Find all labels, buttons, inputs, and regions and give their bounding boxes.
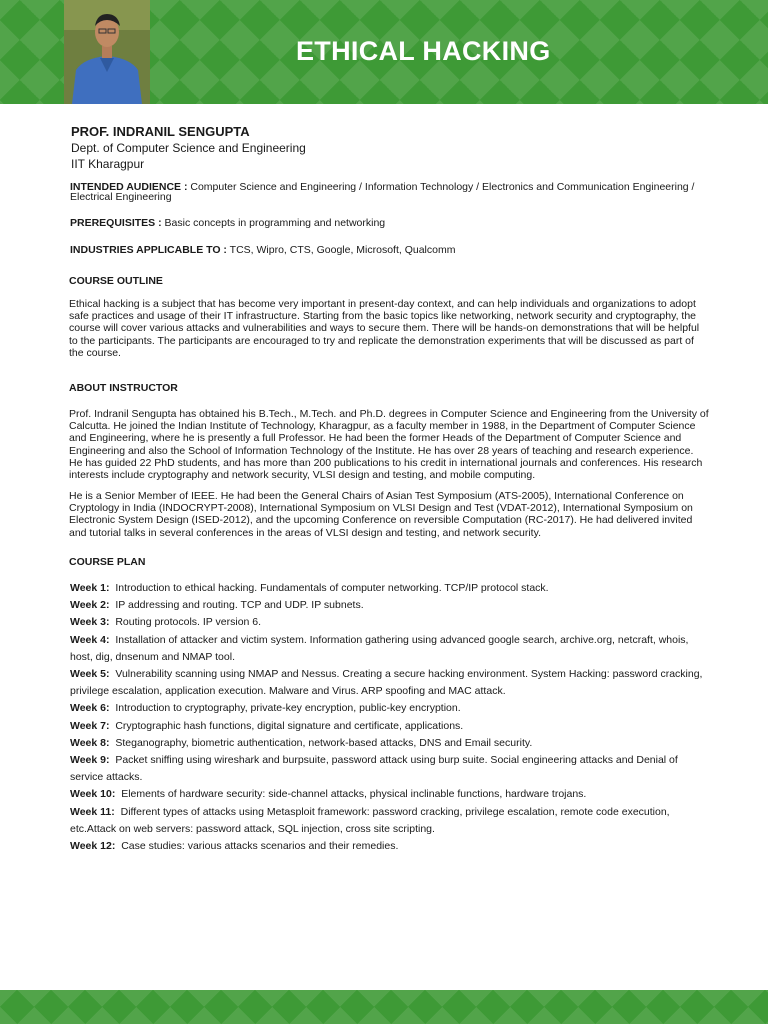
instructor-department: Dept. of Computer Science and Engineering bbox=[71, 141, 306, 155]
week-item bbox=[70, 838, 710, 855]
about-instructor-paragraph-2: He is a Senior Member of IEEE. He had been the General Chairs of Asian Test Symposium (ATS-2005), International Conference on Cryptology in India (INDOCRYPT-2008), International Symposium on VLSI Design and Test (VDAT-2012), International Symposium on Electronic System Design (ISED-2012), and the upcoming Conference on reversible Computation (RC-2017). He had delivered invited and tutorial talks in several conferences in the areas of VLSI design and testing, and network security. bbox=[69, 490, 693, 539]
week-text: Cryptographic hash functions, digital signature and certificate, applications. bbox=[115, 719, 464, 732]
week-text: Introduction to cryptography, private-key encryption, public-key encryption. bbox=[115, 702, 461, 715]
week-label: Week 3: bbox=[70, 616, 110, 629]
week-item bbox=[70, 718, 710, 735]
course-outline-text: Ethical hacking is a subject that has become very important in present-day context, and can help individuals and organizations to adopt safe practices and usage of their IT infrastructure. Starting from the basic topics like networking, network security and cryptography, the course will cover various attacks and vulnerabilities and ways to secure them. There will be hands-on demonstrations that will be helpful to the participants. The participants are encouraged to try and replicate the demonstration experiments that will be discussed as part of the course. bbox=[69, 298, 700, 359]
instructor-photo bbox=[64, 0, 150, 104]
week-item bbox=[70, 804, 710, 838]
week-label: Week 8: bbox=[70, 736, 110, 749]
week-item bbox=[70, 735, 710, 752]
week-text: Vulnerability scanning using NMAP and Nessus. Creating a secure hacking environment. System Hacking: password cracking, privilege escalation, application execution. Malware and Virus. ARP spoofing and MAC attack. bbox=[70, 668, 703, 698]
week-text: Different types of attacks using Metasploit framework: password cracking, privilege escalation, remote code execution, etc.Attack on web servers: password attack, SQL injection, cross site scripting. bbox=[70, 805, 670, 835]
week-text: Elements of hardware security: side-channel attacks, physical inclinable functions, hardware trojans. bbox=[121, 788, 587, 801]
week-label: Week 5: bbox=[70, 668, 110, 681]
prerequisites-value: Basic concepts in programming and networking bbox=[164, 217, 386, 229]
week-label: Week 7: bbox=[70, 719, 110, 732]
header-banner bbox=[0, 0, 768, 104]
week-label: Week 12: bbox=[70, 840, 116, 853]
week-label: Week 1: bbox=[70, 582, 110, 594]
industries-applicable bbox=[70, 245, 710, 255]
week-label: Week 4: bbox=[70, 633, 110, 646]
week-text: Introduction to ethical hacking. Fundamentals of computer networking. TCP/IP protocol stack. bbox=[115, 582, 549, 594]
week-text: IP addressing and routing. TCP and UDP. IP subnets. bbox=[115, 599, 364, 612]
week-label: Week 6: bbox=[70, 702, 110, 715]
week-item bbox=[70, 614, 710, 631]
course-outline-heading: COURSE OUTLINE bbox=[69, 275, 163, 287]
week-text: Installation of attacker and victim system. Information gathering using advanced google search, archive.org, netcraft, whois, host, dig, dnsenum and NMAP tool. bbox=[70, 633, 689, 663]
week-item bbox=[70, 666, 710, 700]
week-label: Week 11: bbox=[70, 805, 115, 818]
course-plan-list bbox=[70, 580, 710, 855]
week-label: Week 10: bbox=[70, 788, 116, 801]
industries-value: TCS, Wipro, CTS, Google, Microsoft, Qualcomm bbox=[229, 244, 456, 256]
about-instructor-paragraph-1: Prof. Indranil Sengupta has obtained his B.Tech., M.Tech. and Ph.D. degrees in Computer Science and Engineering from the University of Calcutta. He joined the Indian Institute of Technology, Kharagpur, as a faculty member in 1988, in the Department of Computer Science and Engineering, where he is presently a full Professor. He had been the former Heads of the Department of Computer Science and Engineering and also the School of Information Technology of the Institute. He has over 28 years of teaching and research experience. He has guided 22 PhD students, and has more than 200 publications to his credit in international journals and conferences. His research interests include cryptography and network security, VLSI design and testing, and mobile computing. bbox=[69, 408, 709, 482]
week-text: Case studies: various attacks scenarios and their remedies. bbox=[121, 840, 399, 853]
week-label: Week 2: bbox=[70, 599, 110, 612]
course-plan-heading: COURSE PLAN bbox=[69, 556, 146, 568]
prerequisites bbox=[70, 218, 710, 228]
instructor-portrait-icon bbox=[64, 0, 150, 104]
week-item bbox=[70, 700, 710, 717]
intended-audience-label: INTENDED AUDIENCE : bbox=[70, 181, 188, 193]
intended-audience bbox=[70, 182, 710, 202]
prerequisites-label: PREREQUISITES : bbox=[70, 217, 162, 229]
footer-banner bbox=[0, 990, 768, 1024]
instructor-institute: IIT Kharagpur bbox=[71, 157, 145, 171]
page-title: ETHICAL HACKING bbox=[296, 36, 551, 66]
week-item bbox=[70, 580, 710, 597]
week-item bbox=[70, 786, 710, 803]
week-item bbox=[70, 752, 710, 786]
about-instructor-heading: ABOUT INSTRUCTOR bbox=[69, 382, 178, 394]
week-text: Steganography, biometric authentication, network-based attacks, DNS and Email security. bbox=[115, 736, 533, 749]
industries-label: INDUSTRIES APPLICABLE TO : bbox=[70, 244, 227, 256]
intended-audience-value: Computer Science and Engineering / Information Technology / Electronics and Communication Engineering / Electrical Engineering bbox=[70, 181, 695, 203]
week-label: Week 9: bbox=[70, 754, 110, 767]
week-text: Packet sniffing using wireshark and burpsuite, password attack using burp suite. Social engineering attacks and Denial of service attacks. bbox=[70, 754, 678, 784]
week-item bbox=[70, 632, 710, 666]
instructor-name: PROF. INDRANIL SENGUPTA bbox=[71, 124, 250, 139]
week-text: Routing protocols. IP version 6. bbox=[115, 616, 262, 629]
week-item bbox=[70, 597, 710, 614]
